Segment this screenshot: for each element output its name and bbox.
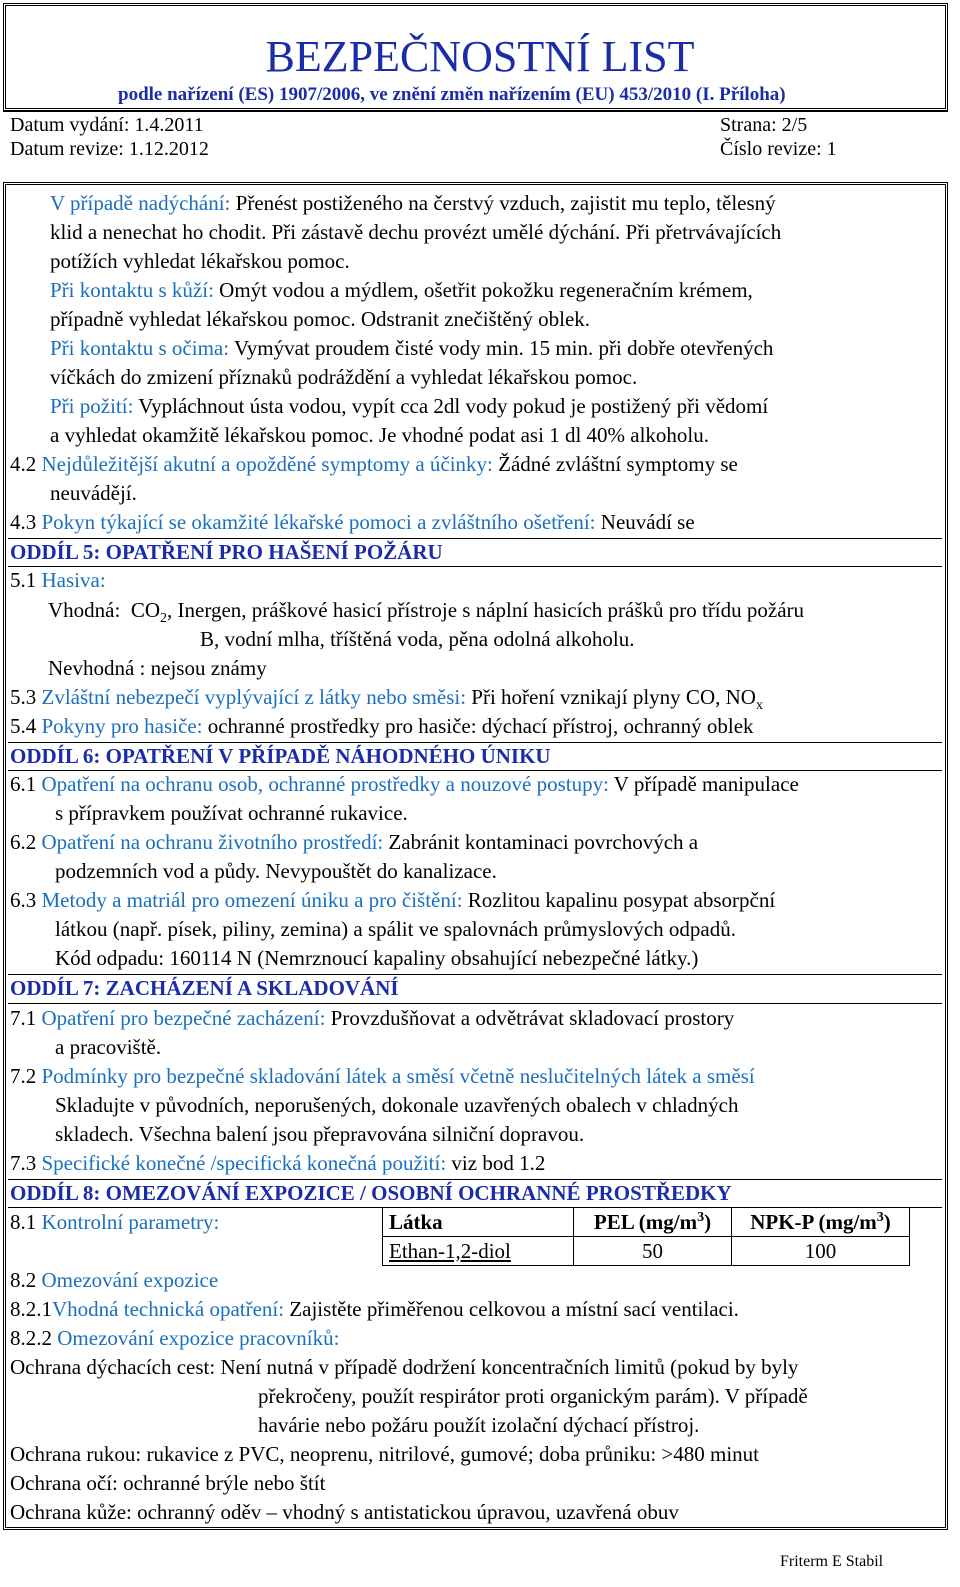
item-4-3-label: Pokyn týkající se okamžité lékařské pomoci a zvláštního ošetření:: [41, 510, 596, 534]
item-6-3-label: Metody a matriál pro omezení úniku a pro čištění:: [41, 888, 463, 912]
section-7-rule-top: [8, 974, 942, 975]
item-5-3: [10, 685, 763, 714]
header-pel: PEL $(mg/m^3)$: [574, 1208, 732, 1237]
item-5-3-text: Při hoření vznikají plyny CO, NO: [466, 685, 756, 709]
item-8-2-number: 8.2: [10, 1268, 42, 1292]
item-4-2-line-2: neuvádějí.: [50, 481, 137, 505]
eye-contact-text: Vymývat proudem čisté vody min. 15 min. při dobře otevřených: [229, 336, 774, 360]
item-7-2-line-3: skladech. Všechna balení jsou přepravována silniční dopravou.: [55, 1122, 585, 1146]
skin-contact-line-2: případně vyhledat lékařskou pomoc. Odstranit znečištěný oblek.: [50, 307, 591, 331]
header-substance: Látka: [383, 1208, 574, 1237]
item-6-1-line-1: [10, 772, 799, 797]
item-7-2-line-2: Skladujte v původních, neporušených, dokonale uzavřených obalech v chladných: [55, 1093, 739, 1117]
ingestion-line-1: [50, 394, 768, 419]
item-6-2-label: Opatření na ochranu životního prostředí:: [41, 830, 384, 854]
section-8-rule-top: [8, 1179, 942, 1180]
item-6-2-line-1: [10, 830, 698, 855]
issue-date: Datum vydání: 1.4.2011: [10, 114, 204, 136]
header-divider: [3, 111, 948, 112]
revision-date: Datum revize: 1.12.2012: [10, 138, 209, 160]
eye-contact-label: Při kontaktu s očima:: [50, 336, 230, 360]
item-5-1-number: 5.1: [10, 568, 42, 592]
section-8-heading: ODDÍL 8: OMEZOVÁNÍ EXPOZICE / OSOBNÍ OCHRANNÉ PROSTŘEDKY: [10, 1181, 732, 1205]
item-7-2-number: 7.2: [10, 1064, 42, 1088]
item-7-3: [10, 1151, 545, 1176]
suitable-agents-line-2: B, vodní mlha, tříštěná voda, pěna odolná alkoholu.: [200, 627, 635, 651]
inhalation-line-3: potížích vyhledat lékařskou pomoc.: [50, 249, 350, 273]
suitable-agents-line-1: [48, 598, 804, 627]
document-title: BEZPEČNOSTNÍ LIST: [265, 32, 695, 81]
page-number: Strana: 2/5: [720, 114, 808, 136]
item-7-2-line-1: [10, 1064, 755, 1089]
suitable-text: , Inergen, práškové hasicí přístroje s náplní hasicích prášků pro třídu požáru: [167, 598, 805, 622]
item-8-2-1-label: Vhodná technická opatření:: [52, 1297, 285, 1321]
inhalation-line-2: klid a nenechat ho chodit. Při zástavě dechu provézt umělé dýchání. Při přetrvávajících: [50, 220, 782, 244]
item-4-3: [10, 510, 695, 535]
item-8-2: [10, 1268, 218, 1293]
item-8-2-2-number: 8.2.2: [10, 1326, 58, 1350]
item-8-1-number: 8.1: [10, 1210, 42, 1234]
section-6-rule-top: [8, 742, 942, 743]
item-6-3-number: 6.3: [10, 888, 42, 912]
item-7-1-number: 7.1: [10, 1006, 42, 1030]
item-8-1: [10, 1210, 219, 1235]
item-4-2-text: Žádné zvláštní symptomy se: [492, 452, 738, 476]
item-6-2-number: 6.2: [10, 830, 42, 854]
nox-subscript: x: [755, 698, 763, 714]
eye-protection: Ochrana očí: ochranné brýle nebo štít: [10, 1471, 326, 1495]
item-5-4: [10, 714, 754, 739]
item-7-2-label: Podmínky pro bezpečné skladování látek a směsí včetně neslučitelných látek a směsí: [41, 1064, 755, 1088]
section-6-rule-bottom: [8, 770, 942, 771]
document-subtitle: podle nařízení (ES) 1907/2006, ve znění změn nařízením (EU) 453/2010 (I. Příloha): [118, 84, 786, 105]
item-4-3-text: Neuvádí se: [595, 510, 695, 534]
section-7-heading: ODDÍL 7: ZACHÁZENÍ A SKLADOVÁNÍ: [10, 976, 399, 1000]
item-7-3-label: Specifické konečné /specifická konečná použití:: [41, 1151, 447, 1175]
item-6-1-line-2: s přípravkem používat ochranné rukavice.: [55, 801, 408, 825]
header-npk: NPK-P $(mg/m^3)$: [732, 1208, 910, 1237]
skin-contact-label: Při kontaktu s kůží:: [50, 278, 214, 302]
ingestion-text: Vypláchnout ústa vodou, vypít cca 2dl vody pokud je postižený při vědomí: [133, 394, 769, 418]
item-8-2-1: [10, 1297, 739, 1322]
item-7-1-line-2: a pracoviště.: [55, 1035, 162, 1059]
hand-protection: Ochrana rukou: rukavice z PVC, neoprenu, nitrilové, gumové; doba průniku: >480 minut: [10, 1442, 760, 1466]
item-7-3-number: 7.3: [10, 1151, 42, 1175]
skin-protection: Ochrana kůže: ochranný oděv – vhodný s antistatickou úpravou, uzavřená obuv: [10, 1500, 679, 1524]
item-5-3-label: Zvláštní nebezpečí vyplývající z látky nebo směsi:: [41, 685, 467, 709]
section-5-heading: ODDÍL 5: OPATŘENÍ PRO HAŠENÍ POŽÁRU: [10, 540, 443, 564]
item-5-1-label: Hasiva:: [41, 568, 106, 592]
revision-number: Číslo revize: 1: [720, 138, 837, 160]
item-5-3-number: 5.3: [10, 685, 42, 709]
item-8-1-label: Kontrolní parametry:: [41, 1210, 220, 1234]
item-5-4-label: Pokyny pro hasiče:: [41, 714, 203, 738]
section-6-heading: ODDÍL 6: OPATŘENÍ V PŘÍPADĚ NÁHODNÉHO ÚNIKU: [10, 744, 551, 768]
skin-contact-text: Omýt vodou a mýdlem, ošetřit pokožku regeneračním krémem,: [213, 278, 753, 302]
item-6-1-label: Opatření na ochranu osob, ochranné prostředky a nouzové postupy:: [41, 772, 609, 796]
item-5-4-number: 5.4: [10, 714, 42, 738]
item-6-2-line-2: podzemních vod a půdy. Nevypouštět do kanalizace.: [55, 859, 497, 883]
item-4-3-number: 4.3: [10, 510, 42, 534]
item-6-3-line-3: Kód odpadu: 160114 N (Nemrznoucí kapaliny obsahující nebezpečné látky.): [55, 946, 699, 970]
table-header-row: [383, 1208, 910, 1237]
item-4-2-line-1: [10, 452, 738, 477]
item-6-3-line-2: látkou (např. písek, piliny, zemina) a spálit ve spalovnách průmyslových odpadů.: [55, 917, 736, 941]
section-5-rule-bottom: [8, 566, 942, 567]
item-7-3-text: viz bod 1.2: [446, 1151, 546, 1175]
item-8-2-2: [10, 1326, 339, 1351]
item-4-2-number: 4.2: [10, 452, 42, 476]
inhalation-text: Přenést postiženého na čerstvý vzduch, zajistit mu teplo, tělesný: [230, 191, 776, 215]
unsuitable-agents: Nevhodná : nejsou známy: [48, 656, 267, 680]
inhalation-line-1: [50, 191, 776, 216]
item-7-1-text: Provzdušňovat a odvětrávat skladovací prostory: [325, 1006, 735, 1030]
section-5-rule-top: [8, 538, 942, 539]
footer-company: Friterm E Stabil: [780, 1553, 884, 1570]
item-6-1-text: V případě manipulace: [608, 772, 799, 796]
item-6-3-text: Rozlitou kapalinu posypat absorpční: [462, 888, 776, 912]
ingestion-label: Při požití:: [50, 394, 134, 418]
eye-contact-line-1: [50, 336, 773, 361]
item-7-1-line-1: [10, 1006, 734, 1031]
skin-contact-line-1: [50, 278, 753, 303]
item-8-2-2-label: Omezování expozice pracovníků:: [57, 1326, 340, 1350]
item-8-2-label: Omezování expozice: [41, 1268, 219, 1292]
ingestion-line-2: a vyhledat okamžitě lékařskou pomoc. Je vhodné podat asi 1 dl 40% alkoholu.: [50, 423, 710, 447]
table-row: [383, 1237, 910, 1266]
item-5-4-text: ochranné prostředky pro hasiče: dýchací přístroj, ochranný oblek: [202, 714, 754, 738]
inhalation-label: V případě nadýchání:: [50, 191, 231, 215]
suitable-label: Vhodná:: [48, 598, 121, 622]
cell-substance: Ethan-1,2-diol: [383, 1237, 574, 1266]
item-6-2-text: Zabránit kontaminaci povrchových a: [383, 830, 699, 854]
exposure-limits-table: [382, 1207, 910, 1266]
co2-formula: CO: [130, 598, 161, 622]
item-6-1-number: 6.1: [10, 772, 42, 796]
respiratory-protection-line-2: překročeny, použít respirátor proti organickým parám). V případě: [258, 1384, 808, 1408]
cell-pel: 50: [574, 1237, 732, 1266]
item-4-2-label: Nejdůležitější akutní a opožděné symptomy a účinky:: [41, 452, 493, 476]
eye-contact-line-2: víčkách do zmizení příznaků podráždění a vyhledat lékařskou pomoc.: [50, 365, 638, 389]
item-5-1: [10, 568, 106, 593]
respiratory-protection-line-3: havárie nebo požáru použít izolační dýchací přístroj.: [258, 1413, 700, 1437]
respiratory-protection-line-1: Ochrana dýchacích cest: Není nutná v případě dodržení koncentračních limitů (pokud by byly: [10, 1355, 799, 1379]
item-6-3-line-1: [10, 888, 775, 913]
item-8-2-1-text: Zajistěte přiměřenou celkovou a místní sací ventilaci.: [284, 1297, 739, 1321]
item-8-2-1-number: 8.2.1: [10, 1297, 52, 1321]
cell-npk: 100: [732, 1237, 910, 1266]
item-7-1-label: Opatření pro bezpečné zacházení:: [41, 1006, 326, 1030]
co2-subscript: 2: [160, 611, 168, 627]
section-7-rule-bottom: [8, 1003, 942, 1004]
